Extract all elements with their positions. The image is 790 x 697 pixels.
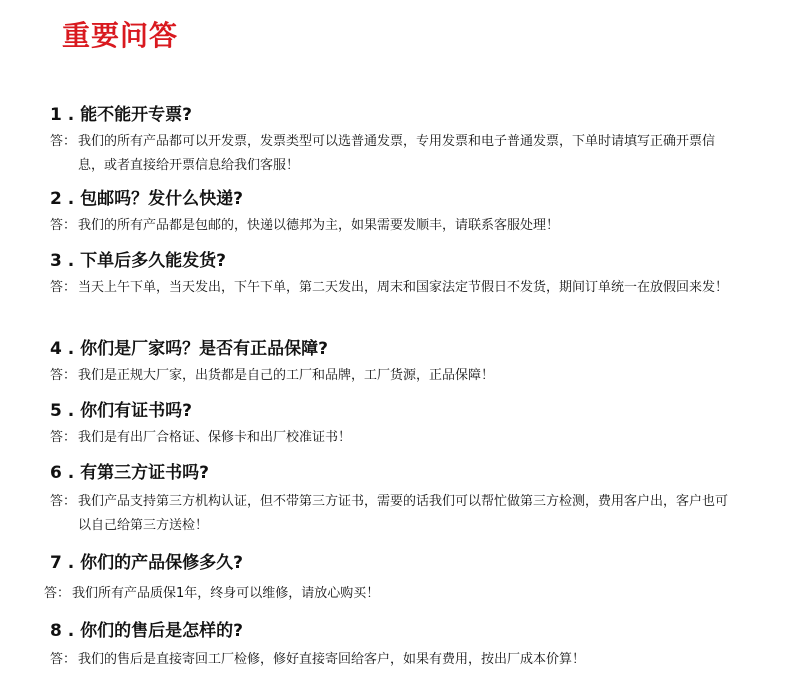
faq-answer: 当天上午下单，当天发出，下午下单，第二天发出，周末和国家法定节假日不发货，期间订单统一在放假回来发！ (78, 280, 729, 295)
faq-answer: 我们是有出厂合格证、保修卡和出厂校准证书！ (78, 430, 352, 445)
faq-question: 6 . 有第三方证书吗? (50, 463, 209, 483)
faq-question: 1 . 能不能开专票? (50, 105, 192, 125)
faq-question: 7 . 你们的产品保修多久? (50, 553, 243, 573)
faq-answer: 我们所有产品质保1年，终身可以维修，请放心购买！ (72, 586, 380, 601)
faq-question: 5 . 你们有证书吗? (50, 401, 192, 421)
faq-answer: 我们的所有产品都可以开发票，发票类型可以选普通发票，专用发票和电子普通发票，下单时请填写正确开票信息，或者直接给开票信息给我们客服！ (78, 134, 716, 173)
faq-answer: 我们的所有产品都是包邮的，快递以德邦为主，如果需要发顺丰，请联系客服处理！ (78, 218, 560, 233)
faq-answer: 我们是正规大厂家，出货都是自己的工厂和品牌，工厂货源，正品保障！ (78, 368, 495, 383)
faq-question: 3 . 下单后多久能发货? (50, 251, 226, 271)
answer-label: 答： (50, 652, 77, 667)
faq-question: 2 . 包邮吗？发什么快递? (50, 189, 243, 209)
faq-answer: 我们的售后是直接寄回工厂检修，修好直接寄回给客户，如果有费用，按出厂成本价算！ (78, 652, 586, 667)
faq-question: 4 . 你们是厂家吗？是否有正品保障? (50, 339, 328, 359)
answer-label: 答： (50, 134, 77, 149)
answer-label: 答： (44, 586, 71, 601)
page-title: 重要问答 (62, 19, 179, 52)
faq-question: 8 . 你们的售后是怎样的? (50, 621, 243, 641)
answer-label: 答： (50, 280, 77, 295)
answer-label: 答： (50, 430, 77, 445)
answer-label: 答： (50, 494, 77, 509)
answer-label: 答： (50, 368, 77, 383)
answer-label: 答： (50, 218, 77, 233)
faq-answer: 我们产品支持第三方机构认证，但不带第三方证书，需要的话我们可以帮忙做第三方检测，费用客户出，客户也可以自己给第三方送检！ (78, 494, 729, 533)
